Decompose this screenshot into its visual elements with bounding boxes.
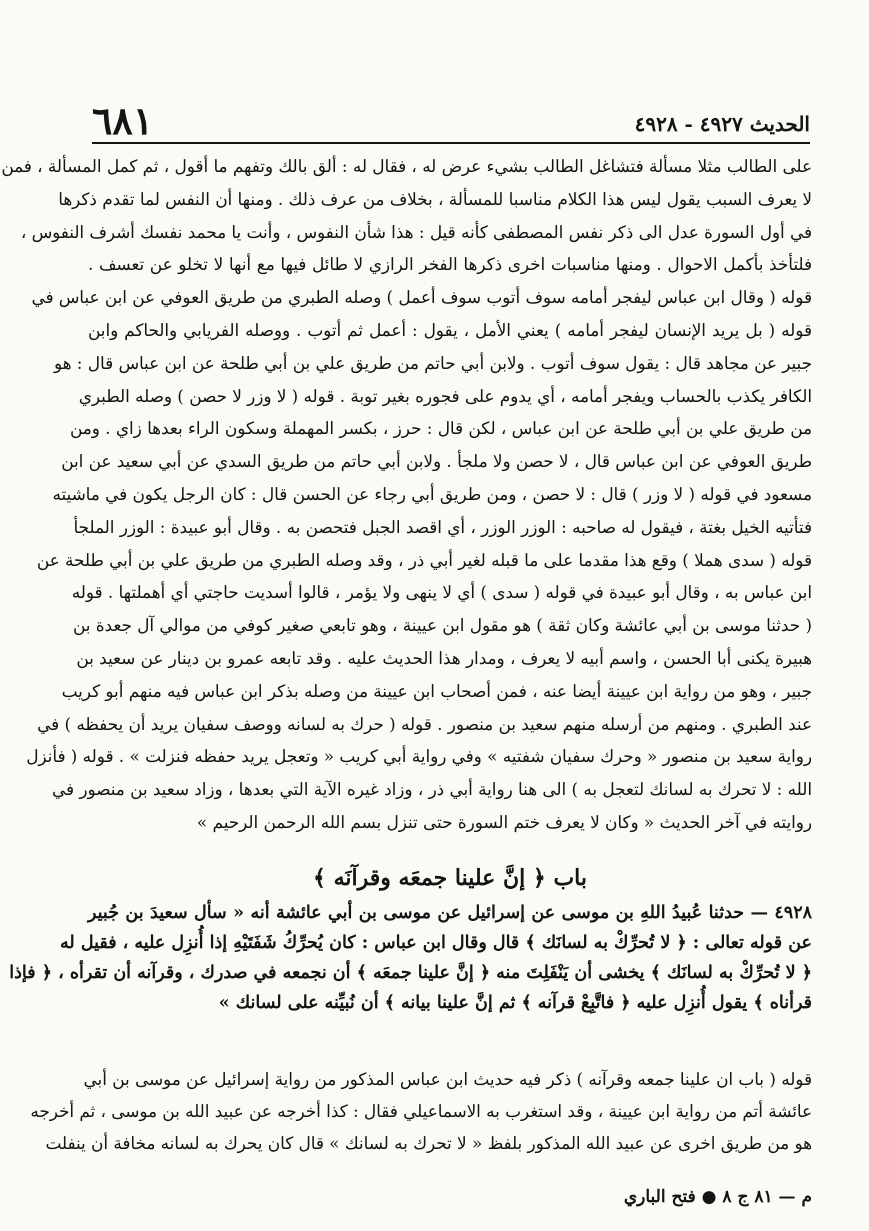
text-line: ( حدثنا موسى بن أبي عائشة وكان ثقة ) هو مقول ابن عيينة ، وهو تابعي صغير كوفي من موالي آل جعدة بن bbox=[72, 615, 812, 636]
text-line: الكافر يكذب بالحساب ويفجر أمامه ، أي يدوم على فجوره بغير توبة . قوله ( لا وزر لا حصن ) وصله الطبري bbox=[78, 385, 812, 406]
hadith-text bbox=[9, 898, 812, 1018]
text-line: في أول السورة عدل الى ذكر نفس المصطفى كأنه قيل : هذا شأن النفوس ، وأنت يا محمد نفسك أشرف النفوس ، bbox=[20, 221, 812, 242]
text-line: على الطالب مثلا مسألة فتشاغل الطالب بشيء عرض له ، فقال له : ألق بالك وتفهم ما أقول ، ثم كمل المسألة ، فمن bbox=[1, 156, 812, 176]
chapter-heading: باب ﴿ إنَّ علينا جمعَه وقرآنَه ﴾ bbox=[313, 865, 587, 891]
text-line: قوله ( سدى هملا ) وقع هذا مقدما على ما قبله لغير أبي ذر ، وقد وصله الطبري من طريق علي بن أبي طلحة عن bbox=[36, 549, 812, 570]
text-line: فتأتيه الخيل بغتة ، فيقول له صاحبه : الوزر الوزر ، أي اقصد الجبل فتحصن به . وقال أبو عبيدة : الوزر الملجأ bbox=[73, 516, 812, 537]
hadith-line: عن قوله تعالى : ﴿ لا تُحرِّكْ به لسانَك ﴾ قال وقال ابن عباس : كان يُحرِّكُ شَفَتَيْهِ إذا أُنزِل عليه ، فقيل له bbox=[60, 933, 812, 953]
text-line: طريق العوفي عن ابن عباس قال ، لا حصن ولا ملجأ . ولابن أبي حاتم من طريق السدي عن أبي سعيد عن ابن bbox=[61, 451, 812, 472]
text-line: لا يعرف السبب يقول ليس هذا الكلام مناسبا للمسألة ، بخلاف من عرف ذلك . ومنها أن النفس لما تقدم ذكرها bbox=[58, 188, 812, 209]
text-line: الله : لا تحرك به لسانك لتعجل به ) الى هنا رواية أبي ذر ، وزاد غيره الآية التي بعدها ، وزاد سعيد بن منصور في bbox=[52, 779, 812, 800]
text-line: مسعود في قوله ( لا وزر ) قال : لا حصن ، ومن طريق أبي رجاء عن الحسن قال : كان الرجل يكون في ماشيته bbox=[52, 483, 812, 504]
commentary-line: قوله ( باب ان علينا جمعه وقرآنه ) ذكر فيه حديث ابن عباس المذكور من رواية إسرائيل عن موسى بن أبي bbox=[83, 1069, 812, 1089]
text-line: جبير عن مجاهد قال : يقول سوف أتوب . ولابن أبي حاتم من طريق علي بن أبي طلحة عن ابن عباس قال : هو bbox=[53, 352, 812, 373]
signature-mark: م — ٨١ ج ٨ ● فتح الباري bbox=[623, 1187, 812, 1207]
text-line: قوله ( بل يريد الإنسان ليفجر أمامه ) يعني الأمل ، يقول : أعمل ثم أتوب . ووصله الفريابي والحاكم وابن bbox=[88, 319, 812, 340]
body-text bbox=[1, 150, 812, 839]
commentary-text bbox=[30, 1063, 812, 1159]
hadith-line: قرأناه ﴾ يقول أُنزِل عليه ﴿ فاتَّبِعْ قرآنه ﴾ ثم إنَّ علينا بيانه ﴾ أن نُبيِّنه على لسانك » bbox=[218, 993, 812, 1013]
text-line: هبيرة يكنى أبا الحسن ، واسم أبيه لا يعرف ، ومدار هذا الحديث عليه . وقد تابعه عمرو بن دينار عن سعيد بن bbox=[76, 647, 812, 668]
hadith-line: ٤٩٢٨ — حدثنا عُبيدُ اللهِ بن موسى عن إسرائيل عن موسى بن أبي عائشة أنه « سأل سعيدَ بن جُبير bbox=[88, 903, 812, 923]
text-line: قوله ( وقال ابن عباس ليفجر أمامه سوف أتوب سوف أعمل ) وصله الطبري من طريق العوفي عن ابن عباس في bbox=[31, 287, 812, 308]
text-line: عند الطبري . ومنهم من أرسله منهم سعيد بن منصور . قوله ( حرك به لسانه ووصف سفيان يريد أن يحفظه ) في bbox=[37, 713, 812, 734]
text-line: من طريق علي بن أبي طلحة عن ابن عباس ، لكن قال : حرز ، بكسر المهملة وسكون الراء بعدها زاي . ومن bbox=[69, 418, 812, 439]
running-title: الحديث ٤٩٢٧ - ٤٩٢٨ bbox=[634, 112, 810, 136]
text-line: فلتأخذ بأكمل الاحوال . ومنها مناسبات اخرى ذكرها الفخر الرازي لا طائل فيها مع أنها لا تخلو عن تعسف . bbox=[88, 254, 812, 275]
text-line: جبير ، وهو من رواية ابن عيينة أيضا عنه ، فمن أصحاب ابن عيينة من وصله بذكر ابن عباس فيه منهم أبو كريب bbox=[61, 680, 812, 701]
commentary-line: هو من طريق اخرى عن عبيد الله المذكور بلفظ « لا تحرك به لسانك » قال كان يحرك به لسانه مخافة أن ينفلت bbox=[45, 1133, 812, 1153]
page-header bbox=[92, 98, 810, 144]
commentary-line: عائشة أتم من رواية ابن عيينة ، وقد استغرب به الاسماعيلي فقال : كذا أخرجه عن عبيد الله بن موسى ، ثم أخرجه bbox=[30, 1101, 812, 1121]
text-line: ابن عباس به ، وقال أبو عبيدة في قوله ( سدى ) أي لا ينهى ولا يؤمر ، قالوا أسديت حاجتي أي أهملتها . قوله bbox=[71, 582, 812, 603]
page-number: ٦٨١ bbox=[92, 98, 154, 143]
hadith-line: ﴿ لا تُحرِّكْ به لسانَك ﴾ يخشى أن يَنْفَلِتَ منه ﴿ إنَّ علينا جمعَه ﴾ أن نجمعه في صدرك ، وقرآنه أن تقرأه ، ﴿ فإذا bbox=[9, 963, 812, 983]
text-line: روايته في آخر الحديث « وكان لا يعرف ختم السورة حتى تنزل بسم الله الرحمن الرحيم » bbox=[196, 811, 812, 832]
text-line: رواية سعيد بن منصور « وحرك سفيان شفتيه » وفي رواية أبي كريب « وتعجل يريد حفظه فنزلت » . قوله ( فأنزل bbox=[26, 746, 812, 767]
